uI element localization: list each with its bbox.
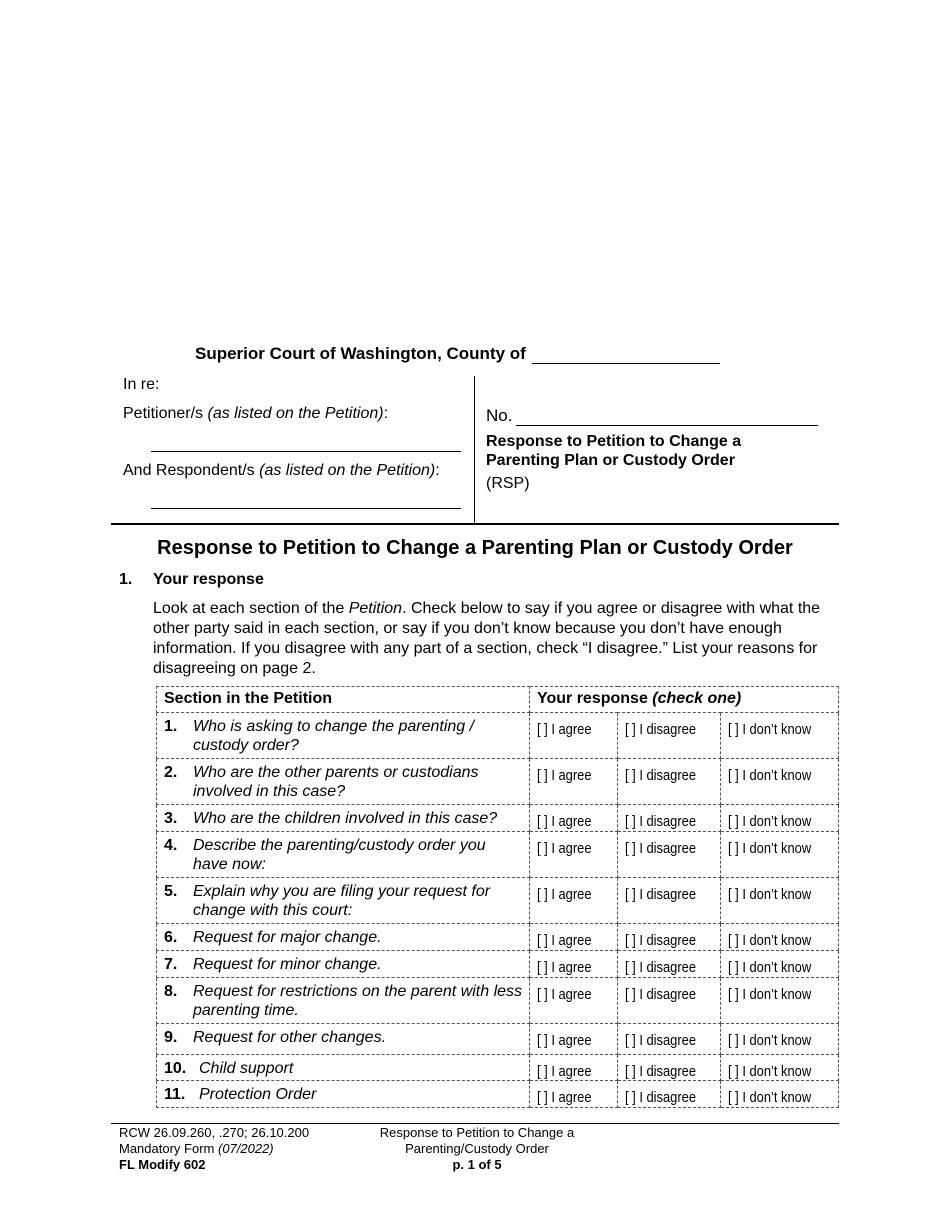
table-row	[157, 759, 839, 805]
row-number: 3.	[164, 810, 178, 827]
respondent-label: And Respondent/s (as listed on the Petition):	[123, 462, 440, 479]
agree-checkbox[interactable]	[530, 759, 618, 805]
dont-know-checkbox-label: [ ] I don’t know	[728, 886, 812, 903]
dont-know-checkbox[interactable]	[721, 1024, 839, 1055]
section-number: 1.	[119, 571, 133, 588]
petition-section	[157, 832, 530, 878]
disagree-checkbox[interactable]	[618, 878, 721, 924]
footer-title-line1: Response to Petition to Change a	[379, 1125, 575, 1140]
disagree-checkbox[interactable]	[618, 1055, 721, 1081]
dont-know-checkbox[interactable]	[721, 1055, 839, 1081]
footer-page: p. 1 of 5	[452, 1157, 502, 1172]
footer-mandatory: Mandatory Form (07/2022)	[119, 1141, 274, 1156]
petition-section	[157, 713, 530, 759]
table-row	[157, 1081, 839, 1108]
caption-rule	[111, 523, 839, 525]
disagree-checkbox[interactable]	[618, 951, 721, 978]
row-number: 9.	[164, 1029, 178, 1046]
dont-know-checkbox[interactable]	[721, 832, 839, 878]
court-heading: Superior Court of Washington, County of	[195, 344, 720, 364]
petition-section	[157, 978, 530, 1024]
row-text: Explain why you are filing your request for change with this court:	[193, 883, 491, 919]
dont-know-checkbox-label: [ ] I don’t know	[728, 721, 812, 738]
row-text: Request for minor change.	[193, 956, 382, 973]
agree-checkbox[interactable]	[530, 832, 618, 878]
agree-checkbox[interactable]	[530, 1055, 618, 1081]
row-number: 1.	[164, 718, 178, 735]
petition-section	[157, 1024, 530, 1055]
row-number: 11.	[164, 1086, 186, 1103]
row-text: Request for other changes.	[193, 1029, 387, 1046]
row-number: 8.	[164, 983, 178, 1000]
agree-checkbox[interactable]	[530, 713, 618, 759]
section-title: Your response	[153, 571, 264, 588]
agree-checkbox[interactable]	[530, 878, 618, 924]
table-row	[157, 713, 839, 759]
table-row	[157, 978, 839, 1024]
agree-checkbox-label: [ ] I agree	[537, 986, 592, 1003]
disagree-checkbox-label: [ ] I disagree	[625, 1089, 696, 1106]
dont-know-checkbox[interactable]	[721, 759, 839, 805]
form-code: (RSP)	[486, 475, 530, 492]
instructions: Look at each section of the Petition. Check below to say if you agree or disagree with what the other party said in each section, or say if you don’t know because you don’t have enough information. If you disagree with any part of a section, check “I disagree.” List your reasons for disagreeing on page 2.	[153, 600, 821, 677]
disagree-checkbox[interactable]	[618, 1081, 721, 1108]
county-field[interactable]	[532, 345, 720, 364]
disagree-checkbox[interactable]	[618, 1024, 721, 1055]
row-number: 2.	[164, 764, 178, 781]
footer-title-line2: Parenting/Custody Order	[405, 1141, 549, 1156]
agree-checkbox-label: [ ] I agree	[537, 813, 592, 830]
petition-section	[157, 759, 530, 805]
footer-form-id: FL Modify 602	[119, 1157, 206, 1172]
agree-checkbox-label: [ ] I agree	[537, 1032, 592, 1049]
disagree-checkbox-label: [ ] I disagree	[625, 813, 696, 830]
disagree-checkbox-label: [ ] I disagree	[625, 986, 696, 1003]
disagree-checkbox[interactable]	[618, 759, 721, 805]
agree-checkbox-label: [ ] I agree	[537, 840, 592, 857]
table-row	[157, 878, 839, 924]
row-number: 5.	[164, 883, 178, 900]
dont-know-checkbox[interactable]	[721, 878, 839, 924]
table-row	[157, 1055, 839, 1081]
dont-know-checkbox[interactable]	[721, 713, 839, 759]
row-text: Request for restrictions on the parent with less parenting time.	[193, 983, 523, 1019]
dont-know-checkbox-label: [ ] I don’t know	[728, 1063, 812, 1080]
table-row	[157, 805, 839, 832]
dont-know-checkbox[interactable]	[721, 805, 839, 832]
row-text: Child support	[199, 1060, 294, 1077]
caption-form-title: Response to Petition to Change a Parenting Plan or Custody Order	[486, 433, 742, 469]
disagree-checkbox[interactable]	[618, 832, 721, 878]
agree-checkbox-label: [ ] I agree	[537, 932, 592, 949]
row-text: Who is asking to change the parenting / custody order?	[193, 718, 475, 754]
dont-know-checkbox-label: [ ] I don’t know	[728, 986, 812, 1003]
agree-checkbox-label: [ ] I agree	[537, 886, 592, 903]
agree-checkbox[interactable]	[530, 1024, 618, 1055]
in-re-label: In re:	[123, 376, 160, 393]
footer-rule	[111, 1123, 839, 1124]
footer-left	[119, 1125, 309, 1173]
disagree-checkbox[interactable]	[618, 805, 721, 832]
dont-know-checkbox[interactable]	[721, 951, 839, 978]
petition-section	[157, 1081, 530, 1108]
dont-know-checkbox[interactable]	[721, 1081, 839, 1108]
petition-section	[157, 924, 530, 951]
agree-checkbox-label: [ ] I agree	[537, 721, 592, 738]
dont-know-checkbox[interactable]	[721, 978, 839, 1024]
agree-checkbox[interactable]	[530, 1081, 618, 1108]
petition-section	[157, 951, 530, 978]
disagree-checkbox-label: [ ] I disagree	[625, 1063, 696, 1080]
agree-checkbox[interactable]	[530, 924, 618, 951]
dont-know-checkbox-label: [ ] I don’t know	[728, 1032, 812, 1049]
disagree-checkbox-label: [ ] I disagree	[625, 840, 696, 857]
row-text: Who are the other parents or custodians involved in this case?	[193, 764, 479, 800]
dont-know-checkbox[interactable]	[721, 924, 839, 951]
case-number-field[interactable]	[516, 409, 818, 426]
row-text: Protection Order	[199, 1086, 317, 1103]
petitioner-name-field[interactable]	[151, 451, 461, 452]
disagree-checkbox-label: [ ] I disagree	[625, 1032, 696, 1049]
table-row	[157, 924, 839, 951]
dont-know-checkbox-label: [ ] I don’t know	[728, 1089, 812, 1106]
row-number: 10.	[164, 1060, 187, 1077]
page-title: Response to Petition to Change a Parenting Plan or Custody Order	[157, 537, 793, 559]
row-number: 7.	[164, 956, 178, 973]
footer-center	[352, 1125, 602, 1173]
dont-know-checkbox-label: [ ] I don’t know	[728, 840, 812, 857]
petitioner-label: Petitioner/s (as listed on the Petition):	[123, 405, 389, 422]
agree-checkbox-label: [ ] I agree	[537, 959, 592, 976]
agree-checkbox[interactable]	[530, 951, 618, 978]
petition-section	[157, 805, 530, 832]
agree-checkbox[interactable]	[530, 805, 618, 832]
row-number: 6.	[164, 929, 178, 946]
agree-checkbox-label: [ ] I agree	[537, 767, 592, 784]
row-number: 4.	[164, 837, 178, 854]
table-header-row	[157, 687, 839, 713]
dont-know-checkbox-label: [ ] I don’t know	[728, 959, 812, 976]
table-row	[157, 1024, 839, 1055]
disagree-checkbox[interactable]	[618, 924, 721, 951]
dont-know-checkbox-label: [ ] I don’t know	[728, 932, 812, 949]
petition-section	[157, 1055, 530, 1081]
col-header-response: Your response (check one)	[530, 687, 839, 713]
petition-section	[157, 878, 530, 924]
footer-rcw: RCW 26.09.260, .270; 26.10.200	[119, 1125, 310, 1140]
dont-know-checkbox-label: [ ] I don’t know	[728, 767, 812, 784]
agree-checkbox[interactable]	[530, 978, 618, 1024]
table-row	[157, 951, 839, 978]
disagree-checkbox[interactable]	[618, 713, 721, 759]
caption-divider	[474, 376, 475, 524]
respondent-name-field[interactable]	[151, 508, 461, 509]
case-number: No.	[486, 406, 818, 426]
disagree-checkbox-label: [ ] I disagree	[625, 767, 696, 784]
col-header-section: Section in the Petition	[157, 687, 530, 713]
row-text: Describe the parenting/custody order you have now:	[193, 837, 486, 873]
row-text: Who are the children involved in this case?	[193, 810, 498, 827]
table-row	[157, 832, 839, 878]
response-table	[156, 686, 839, 1108]
dont-know-checkbox-label: [ ] I don’t know	[728, 813, 812, 830]
disagree-checkbox[interactable]	[618, 978, 721, 1024]
row-text: Request for major change.	[193, 929, 382, 946]
disagree-checkbox-label: [ ] I disagree	[625, 721, 696, 738]
disagree-checkbox-label: [ ] I disagree	[625, 932, 696, 949]
disagree-checkbox-label: [ ] I disagree	[625, 959, 696, 976]
agree-checkbox-label: [ ] I agree	[537, 1089, 592, 1106]
agree-checkbox-label: [ ] I agree	[537, 1063, 592, 1080]
disagree-checkbox-label: [ ] I disagree	[625, 886, 696, 903]
